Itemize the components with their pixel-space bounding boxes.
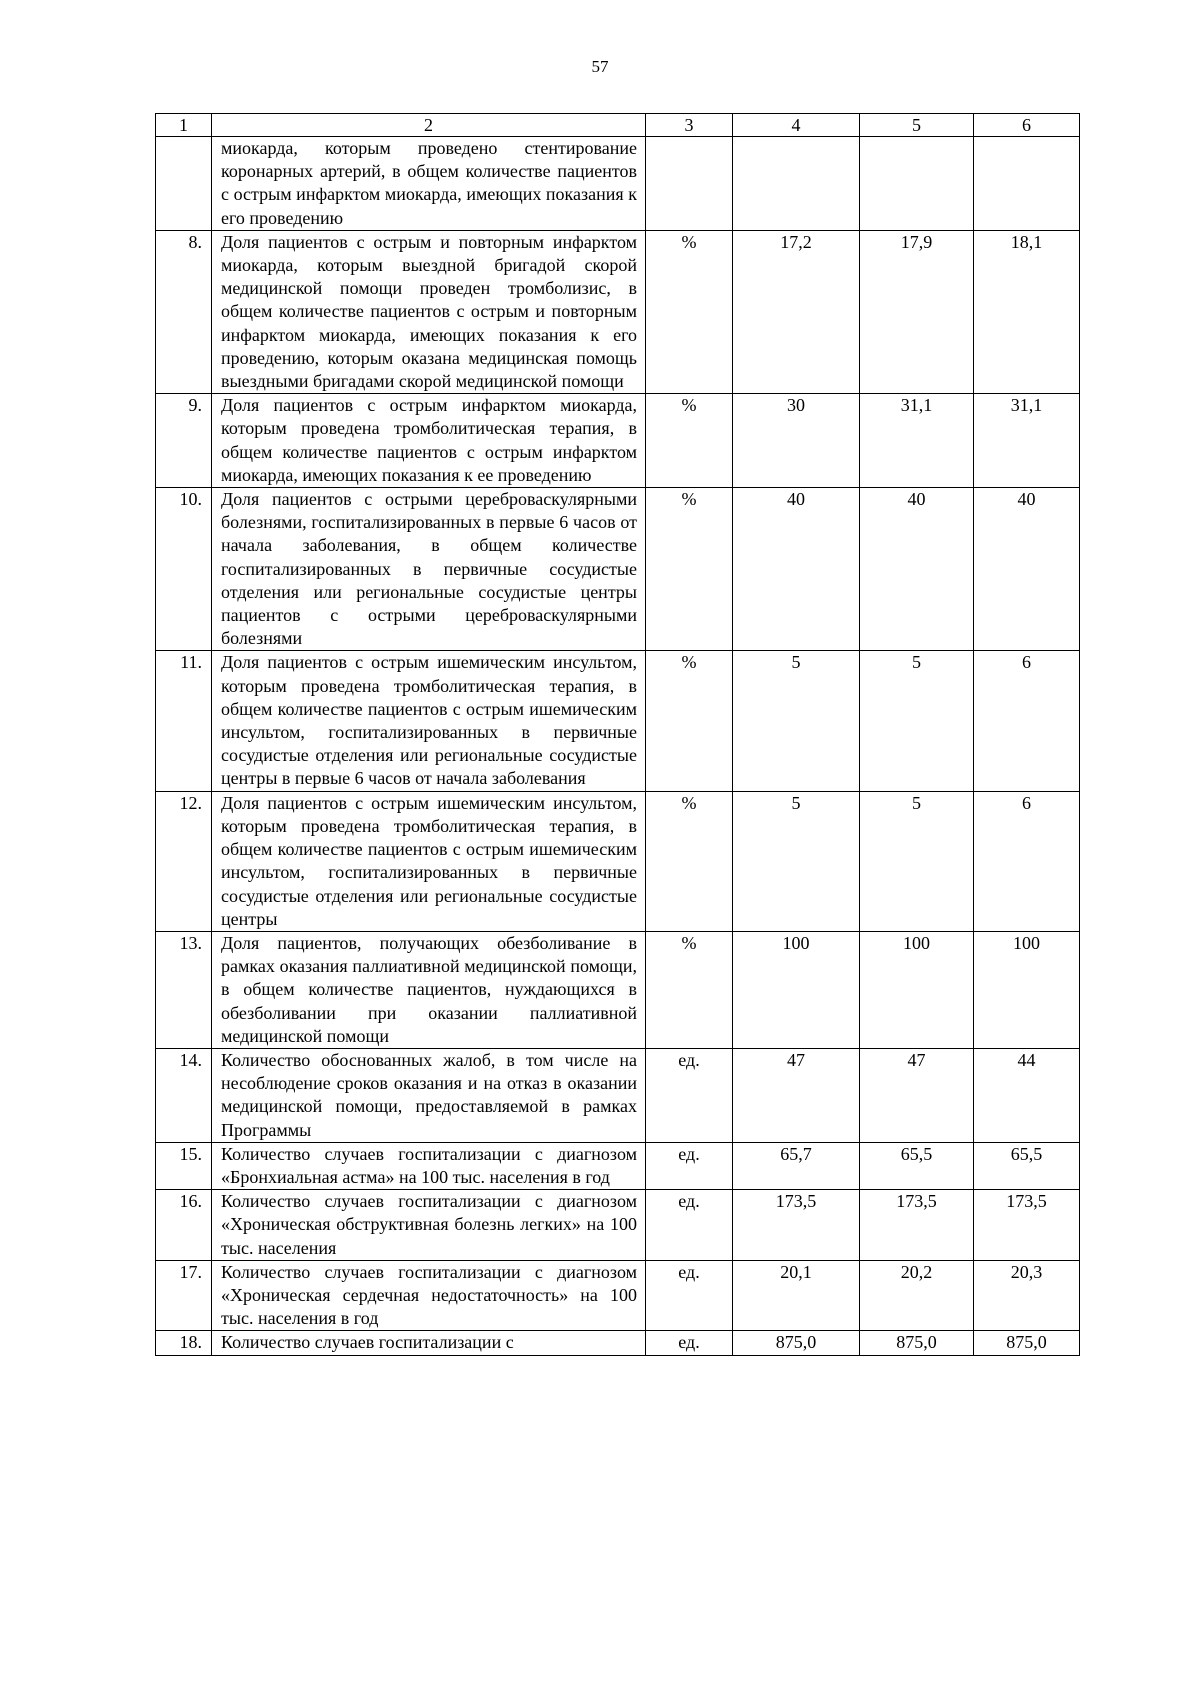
table-row (156, 1142, 1080, 1189)
header-cell: 1 (156, 114, 212, 137)
header-cell: 4 (733, 114, 860, 137)
row-description: Доля пациентов, получающих обезболивание в рамках оказания паллиативной медицинской помощи, в общем количестве пациентов, нуждающихся в обезболивании при оказании паллиативной медицинской помощи (212, 931, 646, 1048)
table-row (156, 651, 1080, 791)
row-number: 14. (156, 1048, 212, 1142)
row-value-col6: 65,5 (974, 1142, 1080, 1189)
row-description: Количество случаев госпитализации с диагнозом «Хроническая сердечная недостаточность» на 100 тыс. населения в год (212, 1260, 646, 1331)
row-value-col5: 65,5 (860, 1142, 974, 1189)
row-description: Доля пациентов с острым ишемическим инсультом, которым проведена тромболитическая терапия, в общем количестве пациентов с острым ишемическим инсультом, госпитализированных в первичные сосудистые отделения или региональные сосудистые центры (212, 791, 646, 931)
row-unit: ед. (646, 1260, 733, 1331)
row-unit (646, 137, 733, 231)
header-cell: 5 (860, 114, 974, 137)
row-value-col4: 47 (733, 1048, 860, 1142)
table-row (156, 394, 1080, 488)
row-number: 18. (156, 1331, 212, 1355)
row-number: 9. (156, 394, 212, 488)
row-value-col6 (974, 137, 1080, 231)
row-number: 15. (156, 1142, 212, 1189)
row-unit: ед. (646, 1190, 733, 1261)
row-value-col5: 31,1 (860, 394, 974, 488)
row-unit: % (646, 230, 733, 393)
row-number: 10. (156, 488, 212, 651)
row-value-col6: 20,3 (974, 1260, 1080, 1331)
row-value-col4: 40 (733, 488, 860, 651)
row-unit: ед. (646, 1142, 733, 1189)
row-description: Количество случаев госпитализации с диагнозом «Хроническая обструктивная болезнь легких» на 100 тыс. населения (212, 1190, 646, 1261)
row-value-col5: 17,9 (860, 230, 974, 393)
row-value-col4: 30 (733, 394, 860, 488)
row-value-col6: 875,0 (974, 1331, 1080, 1355)
row-value-col6: 18,1 (974, 230, 1080, 393)
row-unit: % (646, 651, 733, 791)
row-value-col6: 40 (974, 488, 1080, 651)
row-description: миокарда, которым проведено стентирование коронарных артерий, в общем количестве пациентов с острым инфарктом миокарда, имеющих показания к его проведению (212, 137, 646, 231)
header-cell: 6 (974, 114, 1080, 137)
row-number: 16. (156, 1190, 212, 1261)
table-row (156, 1190, 1080, 1261)
row-value-col4: 875,0 (733, 1331, 860, 1355)
row-description: Доля пациентов с острым и повторным инфарктом миокарда, которым выездной бригадой скорой медицинской помощи проведен тромболизис, в общем количестве пациентов с острым и повторным инфарктом миокарда, имеющих показания к его проведению, которым оказана медицинская помощь выездными бригадами скорой медицинской помощи (212, 230, 646, 393)
row-number: 11. (156, 651, 212, 791)
row-description: Количество случаев госпитализации с диагнозом «Бронхиальная астма» на 100 тыс. населения в год (212, 1142, 646, 1189)
table-row (156, 1331, 1080, 1355)
row-description: Доля пациентов с острым инфарктом миокарда, которым проведена тромболитическая терапия, в общем количестве пациентов с острым инфарктом миокарда, имеющих показания к ее проведению (212, 394, 646, 488)
row-description: Доля пациентов с острым ишемическим инсультом, которым проведена тромболитическая терапия, в общем количестве пациентов с острым ишемическим инсультом, госпитализированных в первичные сосудистые отделения или региональные сосудистые центры в первые 6 часов от начала заболевания (212, 651, 646, 791)
row-description: Количество случаев госпитализации с (212, 1331, 646, 1355)
table-row-continuation (156, 137, 1080, 231)
row-value-col5: 875,0 (860, 1331, 974, 1355)
table-header-row (156, 114, 1080, 137)
row-value-col6: 100 (974, 931, 1080, 1048)
table-row (156, 931, 1080, 1048)
row-unit: % (646, 931, 733, 1048)
table-row (156, 230, 1080, 393)
row-unit: ед. (646, 1331, 733, 1355)
row-value-col4: 100 (733, 931, 860, 1048)
row-value-col5: 5 (860, 791, 974, 931)
row-value-col5: 40 (860, 488, 974, 651)
row-unit: % (646, 488, 733, 651)
row-number: 13. (156, 931, 212, 1048)
row-value-col4: 5 (733, 791, 860, 931)
row-value-col6: 44 (974, 1048, 1080, 1142)
table-row (156, 791, 1080, 931)
row-value-col4: 5 (733, 651, 860, 791)
row-value-col5: 47 (860, 1048, 974, 1142)
indicators-table (155, 113, 1080, 1356)
table-row (156, 1260, 1080, 1331)
row-number: 12. (156, 791, 212, 931)
row-value-col6: 173,5 (974, 1190, 1080, 1261)
row-value-col6: 31,1 (974, 394, 1080, 488)
row-unit: % (646, 791, 733, 931)
row-value-col6: 6 (974, 651, 1080, 791)
row-value-col4: 17,2 (733, 230, 860, 393)
row-value-col4: 173,5 (733, 1190, 860, 1261)
row-description: Доля пациентов с острыми цереброваскулярными болезнями, госпитализированных в первые 6 часов от начала заболевания, в общем количестве госпитализированных в первичные сосудистые отделения или региональные сосудистые центры пациентов с острыми цереброваскулярными болезнями (212, 488, 646, 651)
row-number (156, 137, 212, 231)
row-description: Количество обоснованных жалоб, в том числе на несоблюдение сроков оказания и на отказ в оказании медицинской помощи, предоставляемой в рамках Программы (212, 1048, 646, 1142)
row-value-col5: 20,2 (860, 1260, 974, 1331)
table-row (156, 488, 1080, 651)
row-value-col4: 65,7 (733, 1142, 860, 1189)
table-row (156, 1048, 1080, 1142)
row-value-col5 (860, 137, 974, 231)
header-cell: 3 (646, 114, 733, 137)
page-number: 57 (591, 57, 609, 76)
row-number: 8. (156, 230, 212, 393)
row-value-col6: 6 (974, 791, 1080, 931)
row-value-col4 (733, 137, 860, 231)
row-value-col5: 173,5 (860, 1190, 974, 1261)
row-value-col5: 5 (860, 651, 974, 791)
row-value-col4: 20,1 (733, 1260, 860, 1331)
header-cell: 2 (212, 114, 646, 137)
row-value-col5: 100 (860, 931, 974, 1048)
row-unit: % (646, 394, 733, 488)
row-unit: ед. (646, 1048, 733, 1142)
row-number: 17. (156, 1260, 212, 1331)
